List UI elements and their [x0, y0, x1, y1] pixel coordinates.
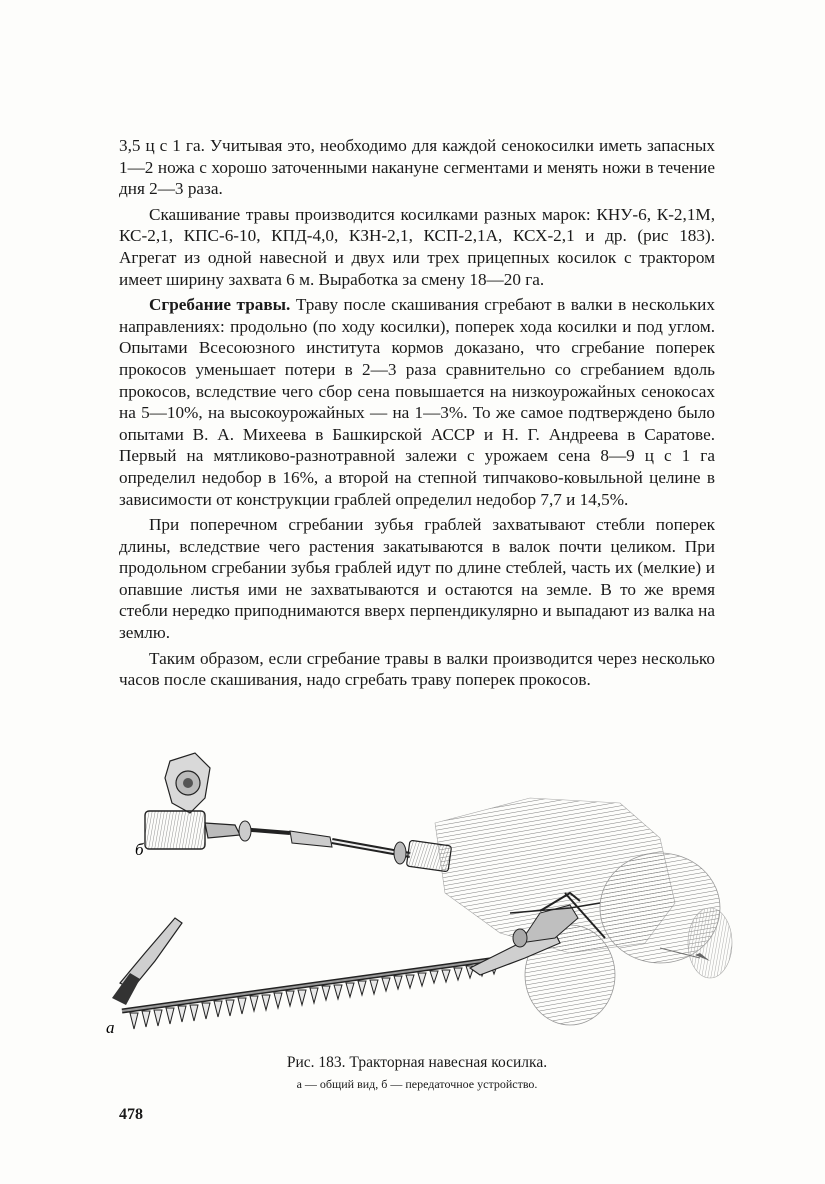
paragraph-1-text: 3,5 ц с 1 га. Учитывая это, необходимо для каждой сенокосилки иметь запасных 1—2 ножа с хорошо заточенными накануне сегментами и менять ножи в течение дня 2—3 раза.: [119, 136, 715, 199]
figure-183-mower: [100, 743, 740, 1048]
body-text: [119, 135, 715, 691]
paragraph-5: [119, 648, 715, 691]
label-b: б: [135, 840, 144, 859]
run-in-heading: Сгребание травы.: [149, 295, 291, 315]
paragraph-3-text: Траву после скашивания сгребают в валки в нескольких направлениях: продольно (по ходу косилки), поперек хода косилки и под углом. Опытами Всесоюзного института кормов доказано, что сгребание поперек прокосов уменьшает потери в 2—3 раза сравнительно со сгребанием вдоль прокосов, вследствие чего сбор сена повышается на низкоурожайных сенокосах на 5—10%, на высокоурожайных — на 1—3%. То же самое подтверждено было опытами В. А. Михеева в Башкирской АССР и Н. Г. Андреева в Саратове. Первый на мятликово-разнотравной залежи с урожаем сена 8—9 ц с 1 га определил недобор в 16%, а второй на степной типчаково-ковыльной целине в зависимости от конструкции граблей определил недобор 7,7 и 14,5%.: [119, 295, 715, 509]
figure-caption: Рис. 183. Тракторная навесная косилка.: [286, 1054, 548, 1071]
paragraph-3: [119, 294, 715, 510]
page-number: 478: [119, 1106, 143, 1123]
figure-subcaption: а — общий вид, б — передаточное устройство.: [296, 1077, 538, 1091]
mower-illustration: [100, 743, 740, 1048]
paragraph-4-text: При поперечном сгребании зубья граблей захватывают стебли поперек длины, вследствие чего растения закатываются в валок почти целиком. При продольном сгребании зубья граблей идут по длине стеблей, часть их (мелкие) и опавшие листья ими не захватываются и остаются на земле. В то же время стебли нередко приподнимаются вверх перпендикулярно и выпадают из валка на землю.: [119, 515, 715, 643]
paragraph-1: [119, 135, 715, 200]
paragraph-2-text: Скашивание травы производится косилками разных марок: КНУ-6, К-2,1М, КС-2,1, КПС-6-10, КПД-4,0, КЗН-2,1, КСП-2,1А, КСХ-2,1 и др. (рис 183). Агрегат из одной навесной и двух или трех прицепных косилок с трактором имеет ширину захвата 6 м. Выработка за смену 18—20 га.: [119, 204, 715, 289]
tractor-drawing: [435, 798, 732, 1025]
transmission-device-drawing: [145, 753, 452, 872]
paragraph-5-text: Таким образом, если сгребание травы в валки производится через несколько часов после скашивания, надо сгребать траву поперек прокосов.: [119, 648, 715, 690]
paragraph-4: [119, 514, 715, 644]
paragraph-2: [119, 204, 715, 290]
label-a: а: [106, 1018, 115, 1037]
